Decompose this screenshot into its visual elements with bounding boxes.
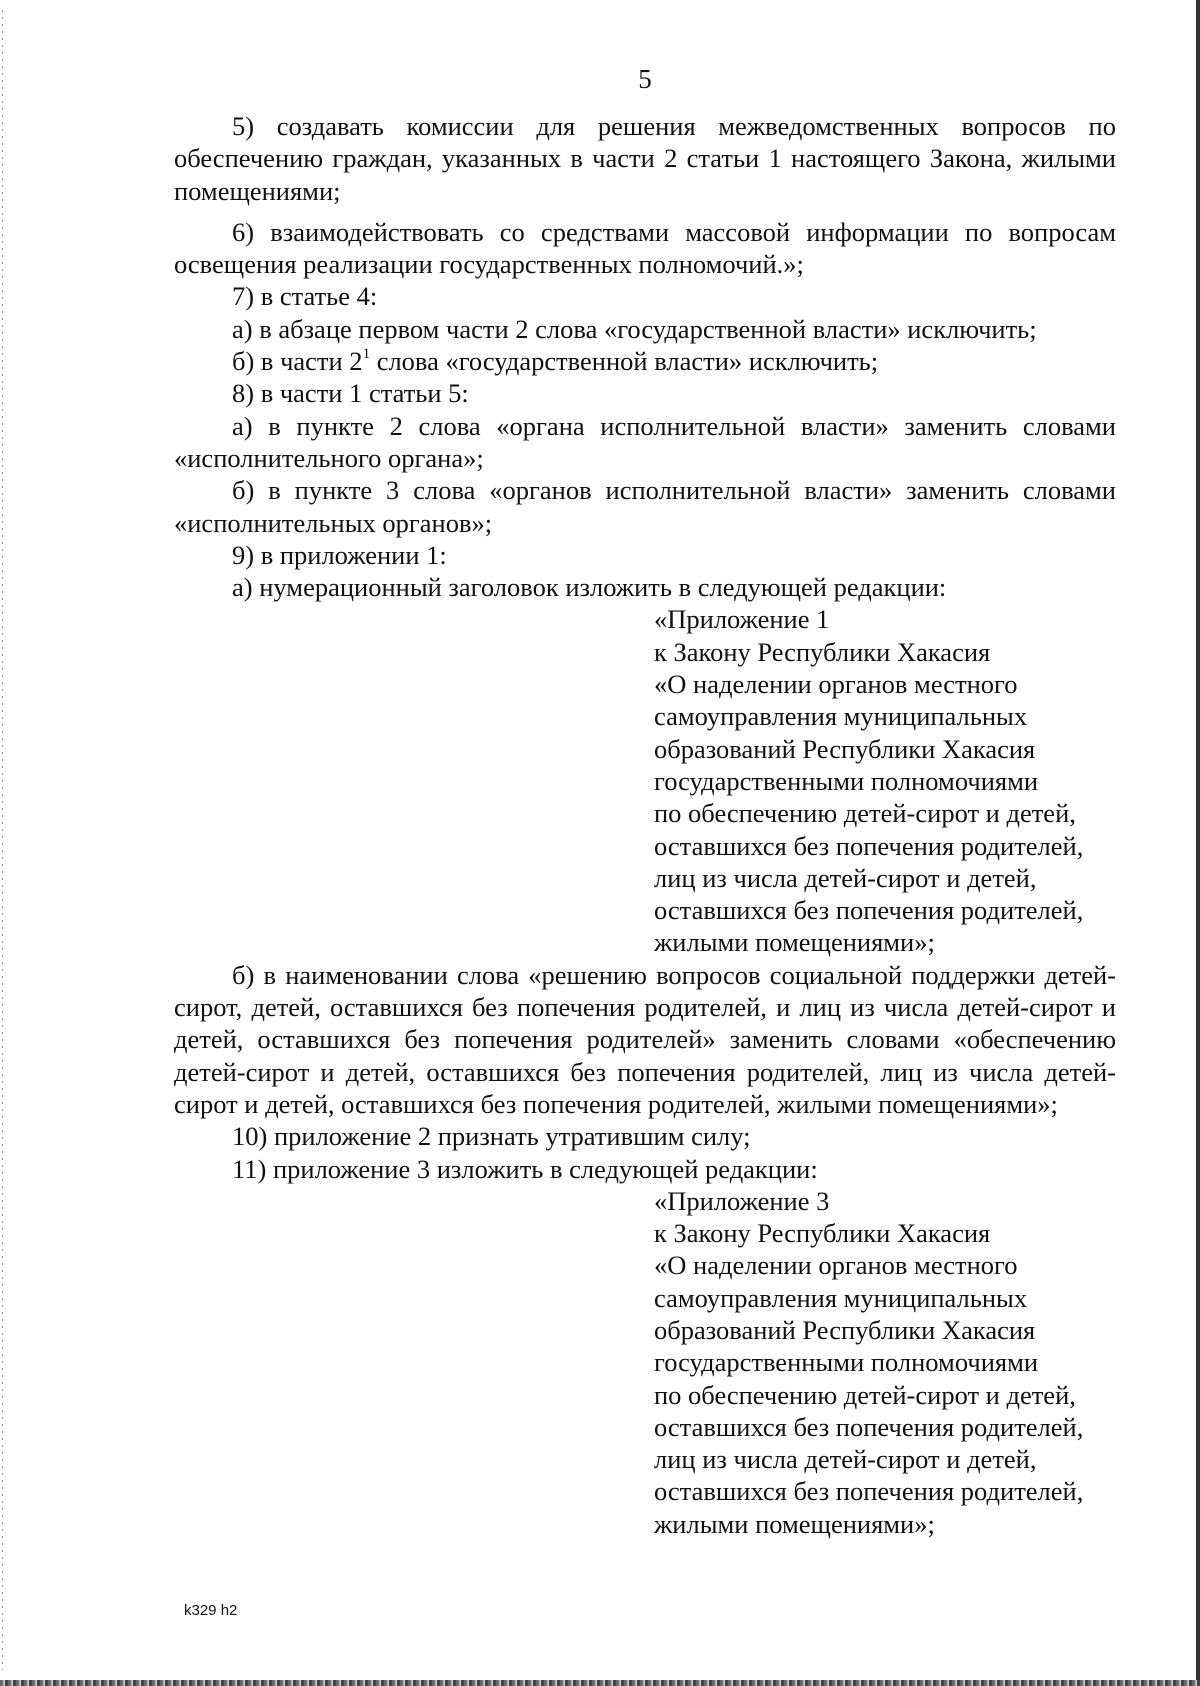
appendix-1-line: самоуправления муниципальных xyxy=(654,701,1028,732)
appendix-3-line: государственными полномочиями xyxy=(654,1347,1039,1378)
appendix-3-line: самоуправления муниципальных xyxy=(654,1282,1028,1313)
appendix-1-line: «Приложение 1 xyxy=(654,604,830,635)
paragraph-item-5: 5) создавать комиссии для решения межведомственных вопросов по обеспечению граждан, указанных в части 2 статьи 1 настоящего Закона, жилыми помещениями; xyxy=(174,111,1116,206)
scan-edge-bottom xyxy=(0,1680,1200,1686)
appendix-1-line: лиц из числа детей-сирот и детей, xyxy=(654,862,1037,893)
appendix-3-line: жилыми помещениями»; xyxy=(654,1508,935,1539)
document-body xyxy=(174,110,1116,1540)
paragraph-item-7b-end: слова «государственной власти» исключить; xyxy=(370,346,879,377)
paragraph-item-11: 11) приложение 3 изложить в следующей редакции: xyxy=(232,1153,818,1184)
appendix-3-line: оставшихся без попечения родителей, xyxy=(654,1476,1084,1507)
appendix-3-line: оставшихся без попечения родителей, xyxy=(654,1411,1084,1442)
appendix-1-line: по обеспечению детей-сирот и детей, xyxy=(654,798,1076,829)
appendix-3-header xyxy=(654,1185,1116,1540)
appendix-3-line: к Закону Республики Хакасия xyxy=(654,1218,991,1249)
paragraph-item-10: 10) приложение 2 признать утратившим силу; xyxy=(232,1121,751,1152)
paragraph-item-8a: а) в пункте 2 слова «органа исполнительной власти» заменить словами «исполнительного органа»; xyxy=(174,410,1116,473)
paragraph-item-7: 7) в статье 4: xyxy=(232,281,378,312)
paragraph-item-7b-start: б) в части 2 xyxy=(232,346,363,377)
superscript: 1 xyxy=(362,346,371,363)
paragraph-item-8b: б) в пункте 3 слова «органов исполнительной власти» заменить словами «исполнительных органов»; xyxy=(174,475,1116,538)
appendix-1-line: оставшихся без попечения родителей, xyxy=(654,830,1084,861)
appendix-1-line: жилыми помещениями»; xyxy=(654,927,935,958)
appendix-3-line: лиц из числа детей-сирот и детей, xyxy=(654,1444,1037,1475)
paragraph-item-9a: а) нумерационный заголовок изложить в следующей редакции: xyxy=(232,572,947,603)
scan-edge-right xyxy=(1196,0,1200,1686)
appendix-3-line: «О наделении органов местного xyxy=(654,1250,1018,1281)
paragraph-item-8: 8) в части 1 статьи 5: xyxy=(232,378,469,409)
appendix-3-line: образований Республики Хакасия xyxy=(654,1314,1036,1345)
appendix-1-line: оставшихся без попечения родителей, xyxy=(654,895,1084,926)
appendix-1-line: образований Республики Хакасия xyxy=(654,733,1036,764)
appendix-1-line: «О наделении органов местного xyxy=(654,669,1018,700)
paragraph-item-7a: а) в абзаце первом части 2 слова «государственной власти» исключить; xyxy=(232,313,1037,344)
appendix-3-line: «Приложение 3 xyxy=(654,1185,830,1216)
document-code: k329 h2 xyxy=(184,1602,238,1619)
paragraph-item-9: 9) в приложении 1: xyxy=(232,539,447,570)
paragraph-item-9b: б) в наименовании слова «решению вопросов социальной поддержки детей-сирот, детей, оставшихся без попечения родителей, и лиц из числа детей-сирот и детей, оставшихся без попечения родителей» заменить словами «обеспечению детей-сирот и детей, оставшихся без попечения родителей, лиц из числа детей-сирот и детей, оставшихся без попечения родителей, жилыми помещениями»; xyxy=(174,959,1116,1119)
appendix-3-line: по обеспечению детей-сирот и детей, xyxy=(654,1379,1076,1410)
appendix-1-line: государственными полномочиями xyxy=(654,765,1039,796)
scan-edge-left xyxy=(2,10,3,1670)
appendix-1-header xyxy=(654,603,1116,958)
paragraph-item-6: 6) взаимодействовать со средствами массовой информации по вопросам освещения реализации государственных полномочий.»; xyxy=(174,216,1116,280)
paragraph-item-7b xyxy=(174,345,1116,377)
page-number: 5 xyxy=(638,64,652,94)
appendix-1-line: к Закону Республики Хакасия xyxy=(654,636,991,667)
